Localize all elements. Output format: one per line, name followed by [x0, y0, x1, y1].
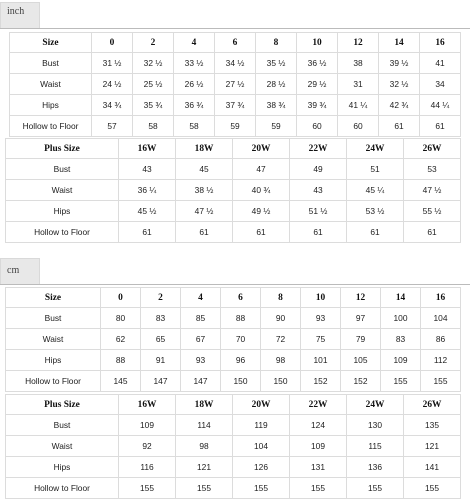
table-cell: 61 — [176, 222, 233, 243]
table-cell: 97 — [341, 308, 381, 329]
table-row — [10, 95, 461, 116]
measurement-label: Waist — [6, 436, 119, 457]
table-cell: 93 — [301, 308, 341, 329]
plus-size-header-cell: 16W — [119, 139, 176, 159]
table-cell: 93 — [181, 350, 221, 371]
table-cell: 115 — [347, 436, 404, 457]
table-cell: 116 — [119, 457, 176, 478]
measurement-label: Bust — [6, 159, 119, 180]
table-cell: 79 — [341, 329, 381, 350]
table-cell: 33 ½ — [174, 53, 215, 74]
table-cell: 150 — [261, 371, 301, 392]
table-cell: 135 — [404, 415, 461, 436]
table-cell: 96 — [221, 350, 261, 371]
measurement-label: Hollow to Floor — [10, 116, 92, 137]
table-cell: 49 — [290, 159, 347, 180]
plus-size-header-cell: 22W — [290, 395, 347, 415]
plus-size-header-cell: Plus Size — [6, 139, 119, 159]
table-cell: 27 ½ — [215, 74, 256, 95]
size-header-cell: 14 — [381, 288, 421, 308]
table-cell: 119 — [233, 415, 290, 436]
table-row — [6, 478, 461, 499]
table-cell: 58 — [174, 116, 215, 137]
size-header-cell: 2 — [133, 33, 174, 53]
measurement-label: Waist — [6, 180, 119, 201]
table-cell: 53 ½ — [347, 201, 404, 222]
plus-size-header-cell: 18W — [176, 395, 233, 415]
table-cell: 130 — [347, 415, 404, 436]
table-cell: 61 — [290, 222, 347, 243]
table-cell: 34 ¾ — [92, 95, 133, 116]
measurement-label: Hips — [6, 201, 119, 222]
plus-size-header-cell: 26W — [404, 395, 461, 415]
table-cell: 85 — [181, 308, 221, 329]
table-cell: 155 — [176, 478, 233, 499]
inch-plus-size-table — [5, 138, 461, 243]
table-cell: 88 — [221, 308, 261, 329]
size-header-cell: 4 — [174, 33, 215, 53]
table-cell: 100 — [381, 308, 421, 329]
table-cell: 72 — [261, 329, 301, 350]
measurement-label: Hips — [6, 457, 119, 478]
cm-unit-tab — [0, 258, 40, 284]
table-cell: 61 — [347, 222, 404, 243]
table-cell: 61 — [379, 116, 420, 137]
table-cell: 38 ½ — [176, 180, 233, 201]
table-cell: 49 ½ — [233, 201, 290, 222]
plus-size-header-cell: 26W — [404, 139, 461, 159]
table-cell: 36 ¾ — [174, 95, 215, 116]
table-row — [6, 159, 461, 180]
table-row — [6, 180, 461, 201]
table-cell: 152 — [341, 371, 381, 392]
table-cell: 61 — [233, 222, 290, 243]
cm-divider — [0, 284, 470, 285]
table-cell: 26 ½ — [174, 74, 215, 95]
measurement-label: Waist — [10, 74, 92, 95]
size-header-cell: 12 — [341, 288, 381, 308]
table-cell: 83 — [381, 329, 421, 350]
table-cell: 91 — [141, 350, 181, 371]
table-cell: 75 — [301, 329, 341, 350]
table-cell: 104 — [233, 436, 290, 457]
table-cell: 101 — [301, 350, 341, 371]
table-cell: 31 — [338, 74, 379, 95]
table-cell: 37 ¾ — [215, 95, 256, 116]
table-cell: 40 ¾ — [233, 180, 290, 201]
size-header-cell: Size — [6, 288, 101, 308]
table-cell: 155 — [404, 478, 461, 499]
table-cell: 29 ½ — [297, 74, 338, 95]
size-header-cell: 16 — [420, 33, 461, 53]
plus-size-header-cell: 20W — [233, 139, 290, 159]
table-cell: 41 ¼ — [338, 95, 379, 116]
table-cell: 59 — [215, 116, 256, 137]
size-header-cell: 16 — [421, 288, 461, 308]
table-cell: 150 — [221, 371, 261, 392]
table-cell: 80 — [101, 308, 141, 329]
table-cell: 67 — [181, 329, 221, 350]
measurement-label: Bust — [6, 415, 119, 436]
inch-unit-label: inch — [7, 6, 25, 17]
table-cell: 141 — [404, 457, 461, 478]
measurement-label: Hollow to Floor — [6, 478, 119, 499]
table-cell: 35 ¾ — [133, 95, 174, 116]
table-cell: 155 — [119, 478, 176, 499]
table-cell: 51 — [347, 159, 404, 180]
table-cell: 25 ½ — [133, 74, 174, 95]
size-header-cell: 0 — [92, 33, 133, 53]
table-cell: 152 — [301, 371, 341, 392]
table-cell: 36 ½ — [297, 53, 338, 74]
table-cell: 45 ¼ — [347, 180, 404, 201]
plus-size-header-cell: 22W — [290, 139, 347, 159]
table-cell: 43 — [119, 159, 176, 180]
table-row — [6, 222, 461, 243]
measurement-label: Hips — [10, 95, 92, 116]
table-cell: 39 ¾ — [297, 95, 338, 116]
table-cell: 47 ½ — [176, 201, 233, 222]
table-cell: 53 — [404, 159, 461, 180]
inch-divider — [0, 28, 470, 29]
table-cell: 62 — [101, 329, 141, 350]
table-cell: 155 — [347, 478, 404, 499]
size-header-cell: 14 — [379, 33, 420, 53]
table-row — [10, 53, 461, 74]
table-cell: 57 — [92, 116, 133, 137]
plus-size-header-cell: 16W — [119, 395, 176, 415]
table-cell: 32 ½ — [133, 53, 174, 74]
table-cell: 114 — [176, 415, 233, 436]
table-cell: 121 — [176, 457, 233, 478]
table-cell: 112 — [421, 350, 461, 371]
table-cell: 126 — [233, 457, 290, 478]
table-cell: 104 — [421, 308, 461, 329]
table-cell: 60 — [297, 116, 338, 137]
table-row — [6, 371, 461, 392]
size-header-cell: 10 — [301, 288, 341, 308]
table-cell: 124 — [290, 415, 347, 436]
cm-standard-size-table — [5, 287, 461, 392]
table-cell: 109 — [119, 415, 176, 436]
table-cell: 147 — [141, 371, 181, 392]
table-cell: 155 — [381, 371, 421, 392]
inch-unit-tab — [0, 2, 40, 28]
size-header-cell: 6 — [221, 288, 261, 308]
table-cell: 98 — [261, 350, 301, 371]
table-row — [6, 308, 461, 329]
table-cell: 43 — [290, 180, 347, 201]
size-header-cell: 0 — [101, 288, 141, 308]
table-header-row — [10, 33, 461, 53]
plus-size-header-cell: 24W — [347, 139, 404, 159]
table-cell: 90 — [261, 308, 301, 329]
table-cell: 34 ½ — [215, 53, 256, 74]
table-header-row — [6, 288, 461, 308]
table-cell: 131 — [290, 457, 347, 478]
table-cell: 44 ¼ — [420, 95, 461, 116]
table-cell: 39 ½ — [379, 53, 420, 74]
cm-plus-size-table — [5, 394, 461, 499]
size-header-cell: 10 — [297, 33, 338, 53]
table-cell: 31 ½ — [92, 53, 133, 74]
table-cell: 155 — [233, 478, 290, 499]
table-row — [6, 436, 461, 457]
table-cell: 47 ½ — [404, 180, 461, 201]
table-cell: 36 ¼ — [119, 180, 176, 201]
table-row — [6, 329, 461, 350]
plus-size-header-cell: Plus Size — [6, 395, 119, 415]
table-cell: 34 — [420, 74, 461, 95]
table-cell: 121 — [404, 436, 461, 457]
table-header-row — [6, 139, 461, 159]
table-cell: 38 ¾ — [256, 95, 297, 116]
table-cell: 45 — [176, 159, 233, 180]
table-row — [6, 350, 461, 371]
measurement-label: Hollow to Floor — [6, 371, 101, 392]
table-cell: 32 ½ — [379, 74, 420, 95]
table-cell: 47 — [233, 159, 290, 180]
table-cell: 28 ½ — [256, 74, 297, 95]
cm-unit-label: cm — [7, 265, 20, 276]
table-cell: 88 — [101, 350, 141, 371]
table-cell: 92 — [119, 436, 176, 457]
table-cell: 41 — [420, 53, 461, 74]
measurement-label: Bust — [10, 53, 92, 74]
table-cell: 58 — [133, 116, 174, 137]
table-cell: 61 — [404, 222, 461, 243]
table-cell: 155 — [290, 478, 347, 499]
table-cell: 55 ½ — [404, 201, 461, 222]
table-cell: 59 — [256, 116, 297, 137]
plus-size-header-cell: 24W — [347, 395, 404, 415]
measurement-label: Waist — [6, 329, 101, 350]
table-cell: 60 — [338, 116, 379, 137]
table-row — [6, 201, 461, 222]
measurement-label: Hollow to Floor — [6, 222, 119, 243]
table-cell: 65 — [141, 329, 181, 350]
table-cell: 61 — [420, 116, 461, 137]
table-cell: 24 ½ — [92, 74, 133, 95]
table-cell: 109 — [290, 436, 347, 457]
table-header-row — [6, 395, 461, 415]
inch-standard-size-table — [9, 32, 461, 137]
table-cell: 105 — [341, 350, 381, 371]
table-cell: 38 — [338, 53, 379, 74]
size-header-cell: 12 — [338, 33, 379, 53]
table-cell: 51 ½ — [290, 201, 347, 222]
table-cell: 45 ½ — [119, 201, 176, 222]
size-header-cell: 6 — [215, 33, 256, 53]
table-row — [10, 74, 461, 95]
table-cell: 70 — [221, 329, 261, 350]
size-header-cell: 8 — [256, 33, 297, 53]
table-cell: 61 — [119, 222, 176, 243]
size-header-cell: 8 — [261, 288, 301, 308]
measurement-label: Hips — [6, 350, 101, 371]
table-cell: 83 — [141, 308, 181, 329]
measurement-label: Bust — [6, 308, 101, 329]
size-header-cell: 4 — [181, 288, 221, 308]
table-cell: 145 — [101, 371, 141, 392]
size-header-cell: Size — [10, 33, 92, 53]
plus-size-header-cell: 20W — [233, 395, 290, 415]
size-header-cell: 2 — [141, 288, 181, 308]
table-cell: 136 — [347, 457, 404, 478]
table-row — [10, 116, 461, 137]
table-cell: 86 — [421, 329, 461, 350]
table-row — [6, 415, 461, 436]
table-row — [6, 457, 461, 478]
table-cell: 42 ¾ — [379, 95, 420, 116]
table-cell: 109 — [381, 350, 421, 371]
plus-size-header-cell: 18W — [176, 139, 233, 159]
table-cell: 147 — [181, 371, 221, 392]
table-cell: 155 — [421, 371, 461, 392]
table-cell: 98 — [176, 436, 233, 457]
table-cell: 35 ½ — [256, 53, 297, 74]
